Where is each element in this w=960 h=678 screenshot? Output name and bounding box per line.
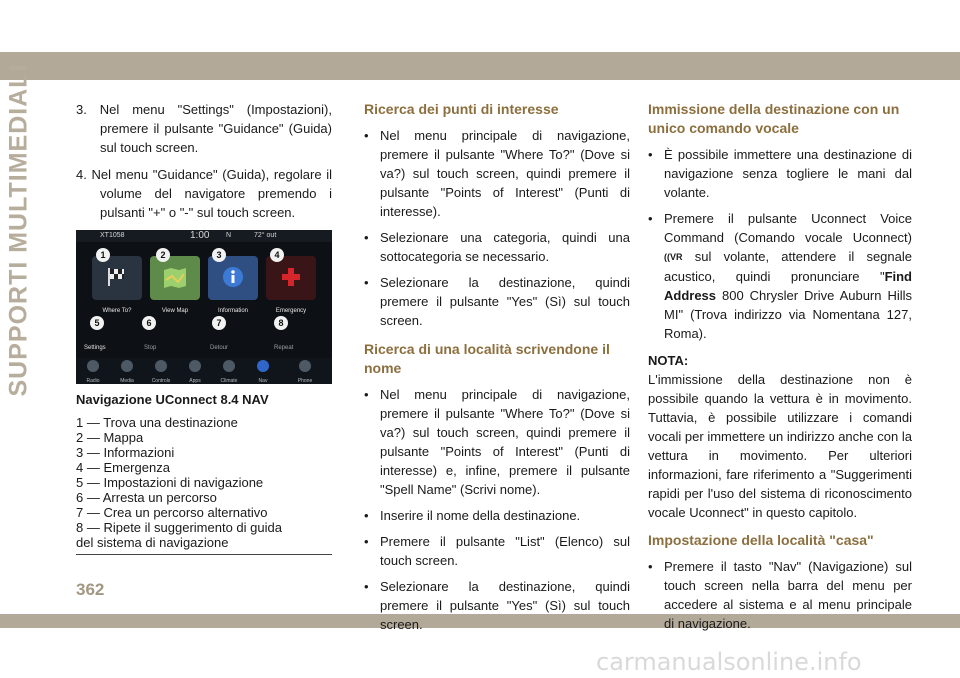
uconnect-nav-screenshot: [76, 230, 332, 384]
column-1: [76, 100, 332, 555]
legend-item-5: 5 — Impostazioni di navigazione: [76, 475, 264, 490]
callout-2: 2: [156, 248, 170, 262]
list-item: • Inserire il nome della destinazione.: [364, 508, 581, 523]
dock-media: Media: [116, 360, 138, 391]
screen-dock: [76, 358, 332, 384]
top-band: [0, 52, 960, 80]
tile-label-where-to: Where To?: [102, 308, 132, 314]
callout-8: 8: [274, 316, 288, 330]
list-item: • Nel menu principale di navigazione, premere il pulsante "Where To?" (Dove si va?) sul touch screen, quindi premere il pulsante "Points of Interest" (Punti di interesse) e, infine, premere il pulsante "Spell Name" (Scrivi nome).: [364, 387, 630, 497]
dock-climate: Climate: [218, 360, 240, 391]
list-item: • Selezionare la destinazione, quindi premere il pulsante "Yes" (Sì) sul touch screen.: [364, 275, 630, 328]
note-text: L'immissione della destinazione non è possibile quando la vettura è in movimento. Tuttavia, è possibile utilizzare i comandi vocali per immettere un indirizzo anche con la vettura in movimento. Per ulteriori informazioni, fare riferimento a "Suggerimenti rapidi per l'uso del sistema di riconoscimento vocale Uconnect" in questo capitolo.: [648, 372, 912, 521]
callout-5: 5: [90, 316, 104, 330]
voice-command-icon: ((VR: [664, 252, 683, 263]
tile-label-emergency: Emergency: [275, 308, 307, 314]
flag-icon: [106, 266, 128, 288]
heading-one-shot-voice: Immissione della destinazione con un unico comando vocale: [648, 101, 900, 136]
watermark: carmanualsonline.info: [596, 648, 862, 676]
list-item: • Premere il pulsante Uconnect Voice Command (Comando vocale Uconnect) ((VR sul volante, attendere il segnale acustico, quindi pronunciare "Find Address 800 Chrysler Drive Auburn Hills MI" (Trova indirizzo via Nomentana 127, Roma).: [648, 211, 912, 342]
map-icon: [162, 266, 188, 290]
dock-radio: Radio: [82, 360, 104, 391]
callout-3: 3: [212, 248, 226, 262]
callout-6: 6: [142, 316, 156, 330]
legend-item-3: 3 — Informazioni: [76, 445, 175, 460]
heading-spell-name: Ricerca di una località scrivendone il nome: [364, 341, 610, 376]
list-item: • Nel menu principale di navigazione, premere il pulsante "Where To?" (Dove si va?) sul touch screen, quindi premere il pulsante "Points of Interest" (Punti di interesse).: [364, 128, 630, 219]
figure-caption: Navigazione UConnect 8.4 NAV: [76, 392, 269, 407]
heading-home-location: Impostazione della località "casa": [648, 532, 874, 549]
callout-1: 1: [96, 248, 110, 262]
dock-apps: Apps: [184, 360, 206, 391]
legend-item-7: 7 — Crea un percorso alternativo: [76, 505, 268, 520]
legend-item-2: 2 — Mappa: [76, 430, 144, 445]
dock-nav: Nav: [252, 360, 274, 391]
column-3: [648, 100, 912, 640]
list-item: • È possibile immettere una destinazione di navigazione senza togliere le mani dal volante.: [648, 147, 912, 200]
note-title: NOTA:: [648, 353, 689, 369]
column-2: [364, 100, 630, 641]
legend-item-8-cont: del sistema di navigazione: [76, 535, 229, 550]
callout-4: 4: [270, 248, 284, 262]
list-item: • Selezionare la destinazione, quindi premere il pulsante "Yes" (Sì) sul touch screen.: [364, 579, 630, 632]
page-number: 362: [76, 580, 105, 599]
red-cross-icon: [280, 266, 302, 288]
figure-legend: [76, 415, 332, 550]
section-side-label: SUPPORTI MULTIMEDIALI: [4, 63, 33, 397]
legend-divider: [76, 554, 332, 555]
legend-item-1: 1 — Trova una destinazione: [76, 415, 238, 430]
list-item: • Selezionare una categoria, quindi una sottocategoria se necessario.: [364, 230, 630, 264]
list-item: • Premere il tasto "Nav" (Navigazione) sul touch screen nella barra del menu per accedere al sistema e al menu principale di navigazione.: [648, 559, 912, 632]
info-icon: [222, 266, 244, 288]
list-item: • Premere il pulsante "List" (Elenco) sul touch screen.: [364, 534, 630, 568]
screen-bottom-menu: Settings Stop Detour Repeat: [84, 345, 294, 351]
callout-7: 7: [212, 316, 226, 330]
legend-item-4: 4 — Emergenza: [76, 460, 170, 475]
screen-status-bar: XT1058 1:00 N 72° out: [76, 230, 332, 242]
dock-controls: Controls: [150, 360, 172, 391]
legend-item-6: 6 — Arresta un percorso: [76, 490, 217, 505]
tile-label-information: Information: [217, 308, 248, 314]
step-4: 4. Nel menu "Guidance" (Guida), regolare il volume del navigatore premendo i pulsanti "+" o "-" sul touch screen.: [76, 167, 332, 220]
legend-item-8: 8 — Ripete il suggerimento di guida: [76, 520, 282, 535]
dock-phone: Phone: [294, 360, 316, 391]
heading-points-of-interest: Ricerca dei punti di interesse: [364, 101, 559, 117]
tile-label-view-map: View Map: [161, 308, 189, 314]
step-3: 3. Nel menu "Settings" (Impostazioni), premere il pulsante "Guidance" (Guida) sul touch screen.: [76, 102, 332, 155]
